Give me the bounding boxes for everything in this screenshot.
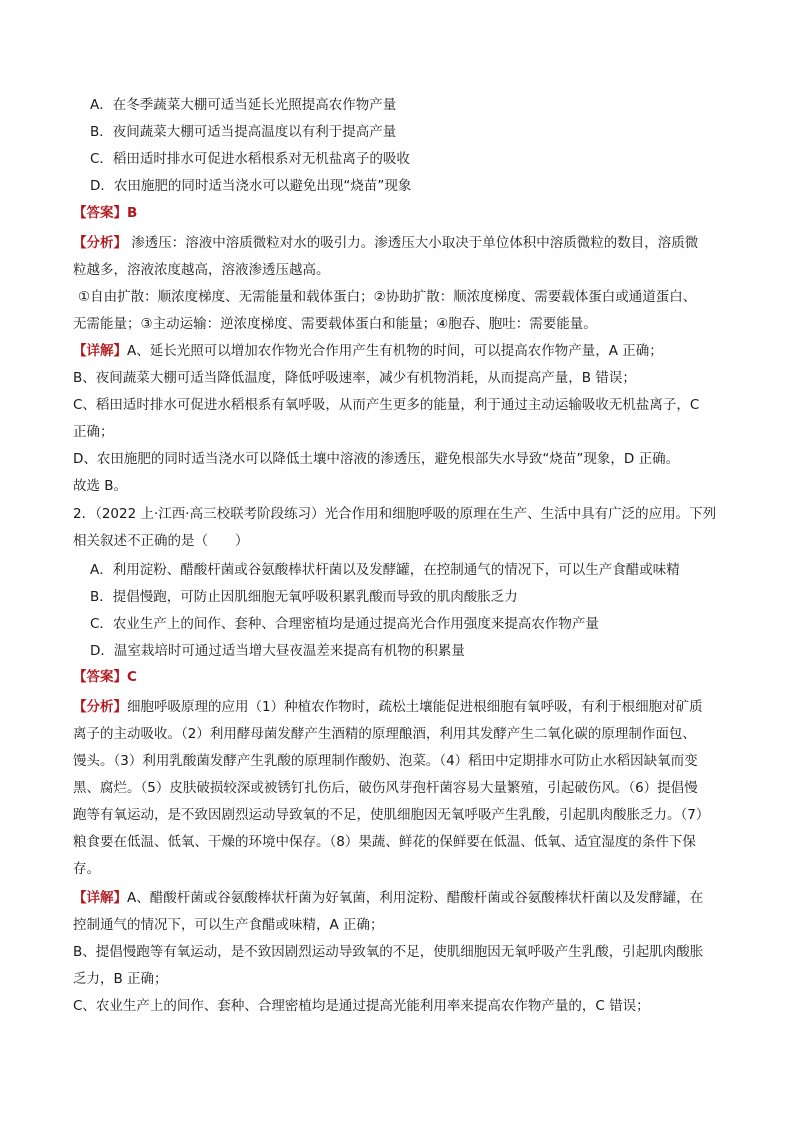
q1-detail-line-3: C、稻田适时排水可促进水稻根系有氧呼吸，从而产生更多的能量，利于通过主动运输吸收无机盐离子，C <box>73 397 700 413</box>
analysis-tag: 【分析】 <box>73 699 127 715</box>
q2-analysis-line-2: 离子的主动吸收。（2）利用酵母菌发酵产生酒精的原理酿酒，利用其发酵产生二氧化碳的原理制作面包、 <box>73 726 696 742</box>
q1-answer <box>73 203 733 223</box>
q2-analysis-line-7: 存。 <box>73 861 100 877</box>
q2-option-a: A．利用淀粉、醋酸杆菌或谷氨酸棒状杆菌以及发酵罐，在控制通气的情况下，可以生产食醋或味精 <box>90 562 680 578</box>
q2-option-c: C．农业生产上的间作、套种、合理密植均是通过提高光合作用强度来提高农作物产量 <box>90 616 599 632</box>
detail-tag: 【详解】 <box>73 890 127 906</box>
answer-tag: 【答案】 <box>73 669 127 685</box>
q1-analysis-line-2: 粒越多，溶液浓度越高，溶液渗透压越高。 <box>73 262 330 278</box>
answer-value: C <box>127 669 137 685</box>
q2-detail-line-2: 控制通气的情况下，可以生产食醋或味精，A 正确； <box>73 917 384 933</box>
q1-option-c: C．稻田适时排水可促进水稻根系对无机盐离子的吸收 <box>90 151 410 167</box>
q2-stem-line-2: 相关叙述不正确的是（ ） <box>73 533 249 549</box>
q1-option-a: A．在冬季蔬菜大棚可适当延长光照提高农作物产量 <box>90 97 397 113</box>
q2-analysis-line-1 <box>73 697 733 717</box>
analysis-text: 细胞呼吸原理的应用（1）种植农作物时，疏松土壤能促进根细胞有氧呼吸，有利于根细胞对矿质 <box>127 699 703 715</box>
q1-detail-line-6: 故选 B。 <box>73 478 128 494</box>
q1-detail-line-1 <box>73 341 733 361</box>
q2-answer <box>73 667 733 687</box>
q1-analysis-line-1 <box>73 233 733 253</box>
analysis-text: 渗透压：溶液中溶质微粒对水的吸引力。渗透压大小取决于单位体积中溶质微粒的数目，溶质微 <box>127 235 699 251</box>
answer-value: B <box>127 205 138 221</box>
q2-detail-line-3: B、提倡慢跑等有氧运动，是不致因剧烈运动导致氧的不足，使肌细胞因无氧呼吸产生乳酸，引起肌肉酸胀 <box>73 944 704 960</box>
q2-detail-line-4: 乏力，B 正确； <box>73 971 168 987</box>
detail-tag: 【详解】 <box>73 343 127 359</box>
q2-detail-line-5: C、农业生产上的间作、套种、合理密植均是通过提高光能利用率来提高农作物产量的，C 错误； <box>73 998 650 1014</box>
q1-option-d: D．农田施肥的同时适当浇水可以避免出现“烧苗”现象 <box>90 178 412 194</box>
answer-tag: 【答案】 <box>73 205 127 221</box>
q2-analysis-line-5: 跑等有氧运动，是不致因剧烈运动导致氧的不足，使肌细胞因无氧呼吸产生乳酸，引起肌肉酸胀乏力。（7） <box>73 807 710 823</box>
q1-detail-line-5: D、农田施肥的同时适当浇水可以降低土壤中溶液的渗透压，避免根部失水导致“烧苗”现象，D 正确。 <box>73 451 680 467</box>
analysis-tag: 【分析】 <box>73 235 127 251</box>
q1-detail-line-4: 正确； <box>73 424 114 440</box>
q2-option-b: B．提倡慢跑，可防止因肌细胞无氧呼吸积累乳酸而导致的肌肉酸胀乏力 <box>90 589 518 605</box>
q2-detail-line-1 <box>73 888 733 908</box>
q2-stem-line-1: 2．（2022 上·江西·高三校联考阶段练习）光合作用和细胞呼吸的原理在生产、生活中具有广泛的应用。下列 <box>73 506 717 522</box>
q1-detail-line-2: B、夜间蔬菜大棚可适当降低温度，降低呼吸速率，减少有机物消耗，从而提高产量，B 错误； <box>73 370 636 386</box>
q2-option-d: D．温室栽培时可通过适当增大昼夜温差来提高有机物的积累量 <box>90 643 465 659</box>
q2-analysis-line-6: 粮食要在低温、低氧、干燥的环境中保存。（8）果蔬、鲜花的保鲜要在低温、低氧、适宜湿度的条件下保 <box>73 834 696 850</box>
q1-option-b: B．夜间蔬菜大棚可适当提高温度以有利于提高产量 <box>90 124 397 140</box>
q2-analysis-line-3: 馒头。（3）利用乳酸菌发酵产生乳酸的原理制作酸奶、泡菜。（4）稻田中定期排水可防止水稻因缺氧而变 <box>73 753 698 769</box>
q2-analysis-line-4: 黑、腐烂。（5）皮肤破损较深或被锈钉扎伤后，破伤风芽孢杆菌容易大量繁殖，引起破伤风。（6）提倡慢 <box>73 780 698 796</box>
q1-analysis-line-3: ①自由扩散：顺浓度梯度、无需能量和载体蛋白；②协助扩散：顺浓度梯度、需要载体蛋白或通道蛋白、 <box>78 289 697 305</box>
q1-analysis-line-4: 无需能量；③主动运输：逆浓度梯度、需要载体蛋白和能量；④胞吞、胞吐：需要能量。 <box>73 316 597 332</box>
detail-text: A、延长光照可以增加农作物光合作用产生有机物的时间，可以提高农作物产量，A 正确； <box>127 343 663 359</box>
detail-text: A、醋酸杆菌或谷氨酸棒状杆菌为好氧菌，利用淀粉、醋酸杆菌或谷氨酸棒状杆菌以及发酵罐，在 <box>127 890 704 906</box>
